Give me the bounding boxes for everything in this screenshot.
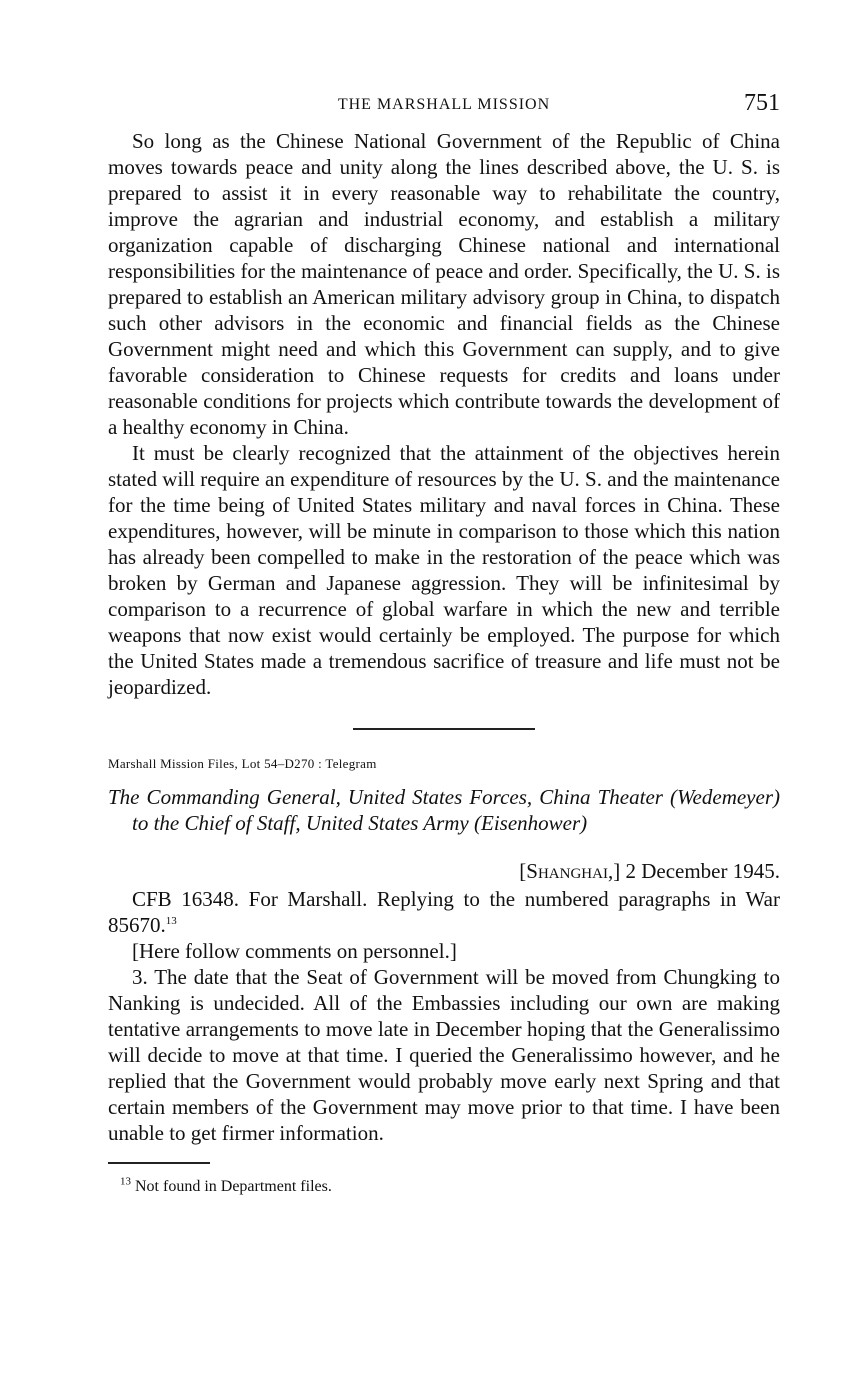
dateline-place: Shanghai,	[526, 859, 614, 883]
telegram-paragraph: [Here follow comments on personnel.]	[132, 939, 457, 963]
document-title: The Commanding General, United States Forces, China Theater (Wedemeyer) to the Chief of Staff, United States Army (Eisenhower)	[108, 785, 780, 835]
telegram-paragraph: 3. The date that the Seat of Government will be moved from Chungking to Nanking is undecided. All of the Embassies including our own are making tentative arrangements to move late in December hoping that the Generalissimo will decide to move at that time. I queried the Generalissimo however, and he replied that the Government would probably move early next Spring and that certain members of the Government may move prior to that time. I have been unable to get firmer information.	[108, 965, 780, 1145]
footnote-marker: 13	[120, 1175, 131, 1188]
running-title: THE MARSHALL MISSION	[337, 96, 551, 113]
page-number: 751	[744, 90, 780, 116]
body-paragraph: It must be clearly recognized that the attainment of the objectives herein stated will require an expenditure of resources by the U. S. and the maintenance for the time being of United States military and naval forces in China. These expenditures, however, will be minute in comparison to those which this nation has already been compelled to make in the restoration of the peace which was broken by German and Japanese aggression. They will be infinitesimal by comparison to a recurrence of global warfare in which the new and terrible weapons that now exist would certainly be employed. The purpose for which the United States made a tremendous sacrifice of treasure and life must not be jeopardized.	[108, 441, 780, 699]
section-divider	[353, 728, 535, 730]
telegram-paragraph	[108, 886, 780, 938]
footnote-divider	[108, 1162, 210, 1164]
footnote-text: Not found in Department files.	[131, 1178, 332, 1195]
page-header	[108, 88, 780, 128]
dateline	[108, 858, 780, 884]
dateline-date: ] 2 December 1945.	[613, 859, 780, 883]
body-paragraph: So long as the Chinese National Government of the Republic of China moves towards peace and unity along the lines described above, the U. S. is prepared to assist it in every reasonable way to rehabilitate the country, improve the agrarian and industrial economy, and establish a military organization capable of discharging Chinese national and international responsibilities for the maintenance of peace and order. Specifically, the U. S. is prepared to establish an American military advisory group in China, to dispatch such other advisors in the economic and financial fields as the Chinese Government might need and which this Government can supply, and to give favorable consideration to Chinese requests for credits and loans under reasonable conditions for projects which contribute towards the development of a healthy economy in China.	[108, 129, 780, 439]
document-page	[108, 88, 780, 1198]
dateline-bracket: [	[519, 859, 527, 883]
telegram-text: CFB 16348. For Marshall. Replying to the numbered paragraphs in War 85670.	[108, 887, 780, 937]
footnote-reference: 13	[165, 915, 177, 927]
footnote	[108, 1176, 780, 1198]
source-citation: Marshall Mission Files, Lot 54–D270 : Telegram	[108, 756, 377, 771]
